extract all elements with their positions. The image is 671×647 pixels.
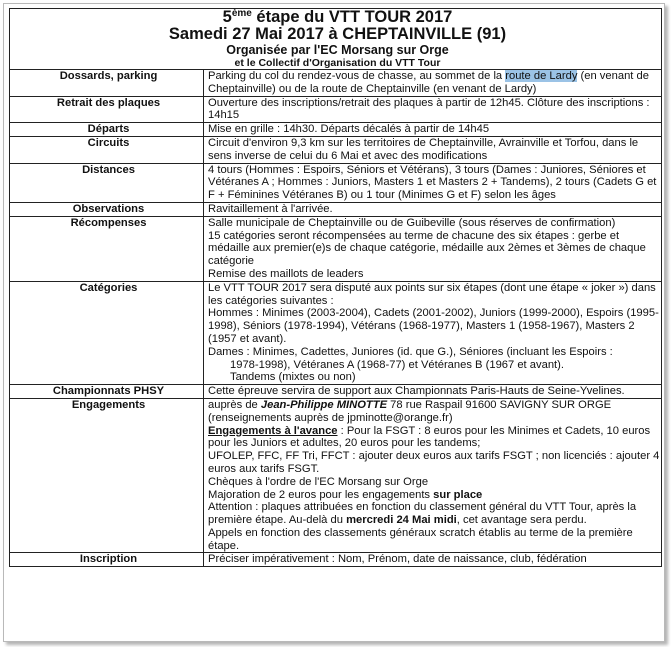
- categories-dames-cont: 1978-1998), Vétéranes A (1968-77) et Vétéranes B (1967 et avant).: [230, 358, 564, 371]
- row-label: Championnats PHSY: [10, 385, 204, 399]
- engagements-aupres: auprès de Jean-Philippe MINOTTE 78 rue Raspail 91600 SAVIGNY SUR ORGE: [208, 398, 612, 411]
- row-label: Retrait des plaques: [10, 96, 204, 123]
- row-departs: [10, 123, 662, 137]
- row-recompenses: [10, 216, 662, 281]
- row-categories: [10, 281, 662, 384]
- event-date-location: Samedi 27 Mai 2017 à CHEPTAINVILLE (91): [168, 25, 507, 43]
- row-observations: [10, 202, 662, 216]
- row-label: Dossards, parking: [10, 70, 204, 97]
- header-cell: [10, 9, 662, 70]
- categories-intro: Le VTT TOUR 2017 sera disputé aux points sur six étapes (dont une étape « joker ») dans les catégories suivantes :: [208, 281, 656, 307]
- selected-text[interactable]: route de Lardy: [505, 70, 578, 82]
- row-label: Distances: [10, 163, 204, 202]
- engagements-avance: Engagements à l'avance : Pour la FSGT : 8 euros pour les Minimes et Cadets, 10 euros pour les Juniors et adultes, 20 euros pour les tandems;: [208, 424, 651, 450]
- engagements-cheques: Chèques à l'ordre de l'EC Morsang sur Orge: [208, 475, 429, 488]
- row-value: Mise en grille : 14h30. Départs décalés à partir de 14h45: [204, 123, 662, 137]
- row-value: Parking du col du rendez-vous de chasse, au sommet de la route de Lardy (en venant de Cheptainville) ou de la route de Cheptainville (en venant de Lardy): [204, 70, 662, 97]
- row-engagements: [10, 398, 662, 553]
- row-inscription: [10, 553, 662, 567]
- row-value: [204, 398, 662, 553]
- recompenses-line: Remise des maillots de leaders: [208, 267, 364, 280]
- categories-dames: Dames : Minimes, Cadettes, Juniores (id. que G.), Séniores (incluant les Espoirs :: [208, 345, 613, 358]
- row-value: Ouverture des inscriptions/retrait des plaques à partir de 12h45. Clôture des inscriptions : 14h15: [204, 96, 662, 123]
- row-label: Catégories: [10, 281, 204, 384]
- collective: et le Collectif d'Organisation du VTT Tour: [234, 57, 441, 69]
- categories-hommes: Hommes : Minimes (2003-2004), Cadets (2001-2002), Juniors (1999-2000), Espoirs (1995-1998), Séniors (1978-1994), Vétérans (1968-1977), Masters 1 (1958-1967), Masters 2 (1957 et avant).: [208, 307, 659, 345]
- row-circuits: [10, 136, 662, 163]
- row-value: [204, 281, 662, 384]
- categories-tandems: Tandems (mixtes ou non): [230, 371, 356, 384]
- row-retrait: [10, 96, 662, 123]
- row-value: [204, 216, 662, 281]
- row-distances: [10, 163, 662, 202]
- engagements-ufolep: UFOLEP, FFC, FF Tri, FFCT : ajouter deux euros aux tarifs FSGT ; non licenciés : ajouter 4 euros aux tarifs FSGT.: [208, 450, 660, 475]
- header-row: [10, 9, 662, 70]
- engagements-majoration: Majoration de 2 euros pour les engagements sur place: [208, 488, 483, 501]
- engagements-attention: Attention : plaques attribuées en fonction du classement général du VTT Tour, après la première étape. Au-delà du mercredi 24 Mai midi, cet avantage sera perdu.: [208, 501, 637, 527]
- row-value: Circuit d'environ 9,3 km sur les territoires de Cheptainville, Avrainville et Torfou, dans le sens inverse de celui du 6 Mai et avec des modifications: [204, 136, 662, 163]
- recompenses-line: 15 catégories seront récompensées au terme de chacune des six étapes : gerbe et médaille aux premier(e)s de chaque catégorie, médaille aux 2èmes et 3èmes de chaque catégorie: [208, 229, 646, 268]
- engagements-appels: Appels en fonction des classements généraux scratch établis au terme de la première étape.: [208, 526, 633, 552]
- row-label: Observations: [10, 202, 204, 216]
- row-value: Cette épreuve servira de support aux Championnats Paris-Hauts de Seine-Yvelines.: [204, 385, 662, 399]
- row-label: Circuits: [10, 136, 204, 163]
- row-phsy: [10, 385, 662, 399]
- row-value: Ravitaillement à l'arrivée.: [204, 202, 662, 216]
- row-label: Inscription: [10, 553, 204, 567]
- row-label: Engagements: [10, 398, 204, 553]
- organizer: Organisée par l'EC Morsang sur Orge: [226, 43, 449, 57]
- engagements-renseignements: (renseignements auprès de jpminotte@orange.fr): [208, 411, 453, 424]
- row-value: Préciser impérativement : Nom, Prénom, date de naissance, club, fédération: [204, 553, 662, 567]
- event-info-table: [9, 8, 662, 567]
- row-value: 4 tours (Hommes : Espoirs, Séniors et Vétérans), 3 tours (Dames : Juniores, Séniores et Vétéranes A ; Hommes : Juniors, Masters 1 et Masters 2 + Tandems), 2 tours (Cadets G et F + Féminines Vétéranes B) ou 1 tour (Minimes G et F) selon les âges: [204, 163, 662, 202]
- row-dossards: [10, 70, 662, 97]
- row-label: Départs: [10, 123, 204, 137]
- recompenses-line: Salle municipale de Cheptainville ou de Guibeville (sous réserves de confirmation): [208, 216, 616, 229]
- event-title: 5ème étape du VTT TOUR 2017: [222, 8, 453, 26]
- row-label: Récompenses: [10, 216, 204, 281]
